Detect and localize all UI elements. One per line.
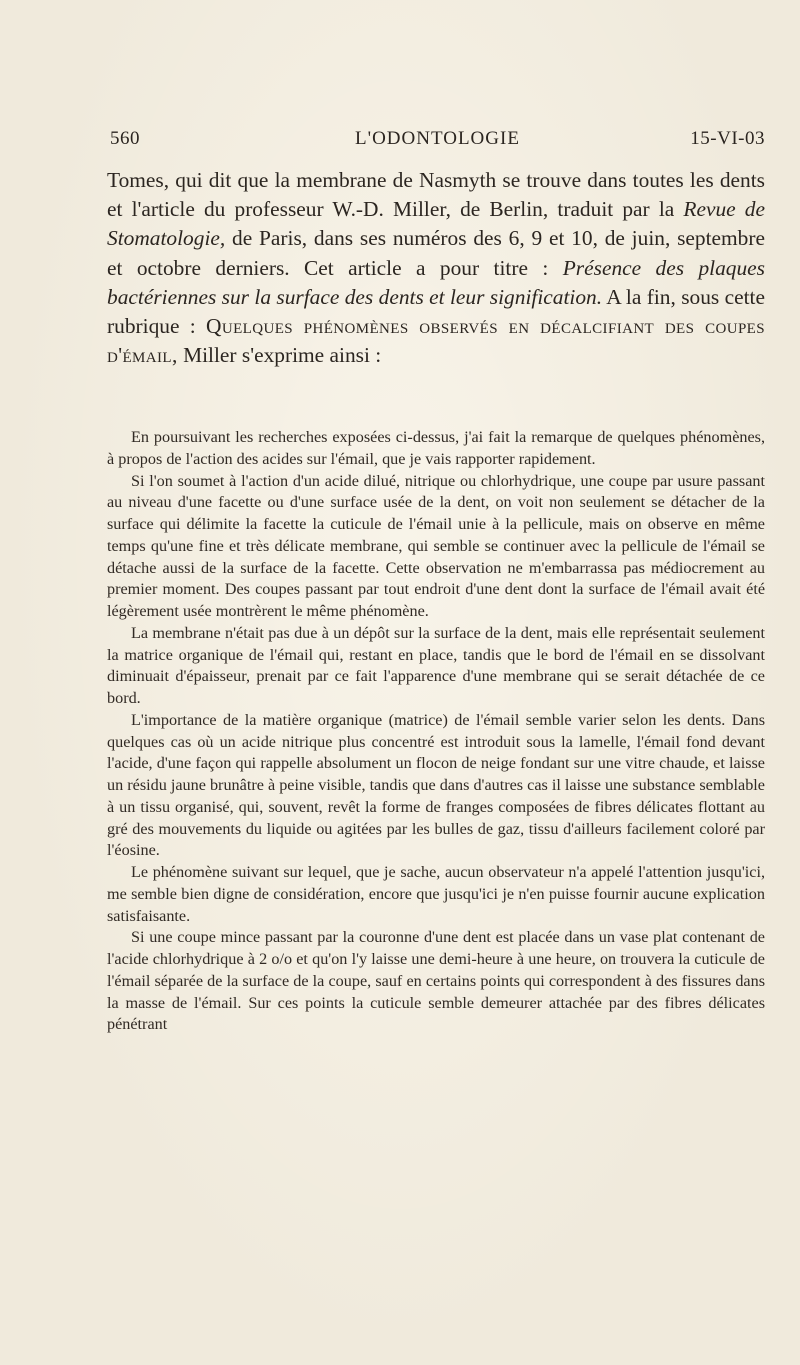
intro-text — [107, 166, 765, 370]
quote-paragraph: La membrane n'était pas due à un dépôt sur la surface de la dent, mais elle représentait seulement la matrice organique de l'émail qui, restant en place, tandis que le bord de l'émail en se dissolvant diminuait d'épaisseur, prenait par ce fait l'apparence d'une membrane qui se serait détachée de ce bord. — [107, 623, 765, 707]
issue-date: 15-VI-03 — [690, 128, 765, 149]
quote-paragraph: Si l'on soumet à l'action d'un acide dilué, nitrique ou chlorhydrique, une coupe par usure passant au niveau d'une facette ou d'une surface usée de la dent, on voit non seulement se détacher de la surface qui délimite la facette la cuticule de l'émail unie à la pellicule, mais on observe en même temps qu'une fine et très délicate membrane, qui semble se continuer avec la pellicule de l'émail se détache aussi de la surface de la facette. Cette observation ne m'embarrassa pas médiocrement au premier moment. Des coupes passant par tout endroit d'une dent dont la surface de l'émail avait été légèrement usée montrèrent le même phénomène. — [107, 471, 765, 620]
section-rubric: Quelques phénomènes observés en décalcifiant des coupes d'émail, — [107, 314, 765, 368]
intro-paragraph — [107, 166, 765, 370]
quoted-passage — [107, 427, 765, 1036]
journal-citation: Revue de Stomatologie, — [107, 197, 765, 251]
quote-paragraph: Le phénomène suivant sur lequel, que je sache, aucun observateur n'a appelé l'attention jusqu'ici, me semble bien digne de considération, encore que jusqu'ici je n'en puisse fournir aucune explication satisfaisante. — [107, 863, 765, 925]
intro-text-1: Tomes, qui dit que la membrane de Nasmyth se trouve dans toutes les dents et l'article du professeur W.-D. Miller, de Berlin, traduit par la — [107, 168, 765, 222]
intro-text-3: A la fin, sous cette rubrique : — [107, 284, 765, 339]
journal-title: L'ODONTOLOGIE — [355, 128, 520, 149]
intro-text-2: de Paris, dans ses numéros des 6, 9 et 10, de juin, septembre et octobre derniers. Cet article a pour titre : — [107, 226, 765, 280]
page-number: 560 — [110, 128, 140, 149]
article-title: Présence des plaques bactériennes sur la surface des dents et leur signification. — [107, 255, 765, 309]
quote-paragraph: Si une coupe mince passant par la couronne d'une dent est placée dans un vase plat contenant de l'acide chlorhydrique à 2 o/o et qu'on l'y laisse une demi-heure à une heure, on trouvera la cuticule de l'émail séparée de la surface de la coupe, sauf en certains points qui correspondent à des fissures dans la masse de l'émail. Sur ces points la cuticule semble demeurer attachée par des fibres délicates pénétrant — [107, 928, 765, 1034]
running-header — [110, 128, 765, 158]
quote-paragraph: L'importance de la matière organique (matrice) de l'émail semble varier selon les dents. Dans quelques cas où un acide nitrique plus concentré est introduit sous la lamelle, l'émail fond devant l'acide, d'une façon qui rappelle absolument un flocon de neige fondant sur une vitre chaude, et laisse un résidu jaune brunâtre à peine visible, tandis que dans d'autres cas il laisse une substance semblable à un tissu organisé, qui, souvent, revêt la forme de franges composées de fibres délicates flottant au gré des mouvements du liquide ou agitées par les bulles de gaz, tissu d'ailleurs facilement coloré par l'éosine. — [107, 710, 765, 860]
intro-text-4: Miller s'exprime ainsi : — [177, 343, 382, 368]
quote-paragraph: En poursuivant les recherches exposées ci-dessus, j'ai fait la remarque de quelques phénomènes, à propos de l'action des acides sur l'émail, que je vais rapporter rapidement. — [107, 428, 765, 468]
